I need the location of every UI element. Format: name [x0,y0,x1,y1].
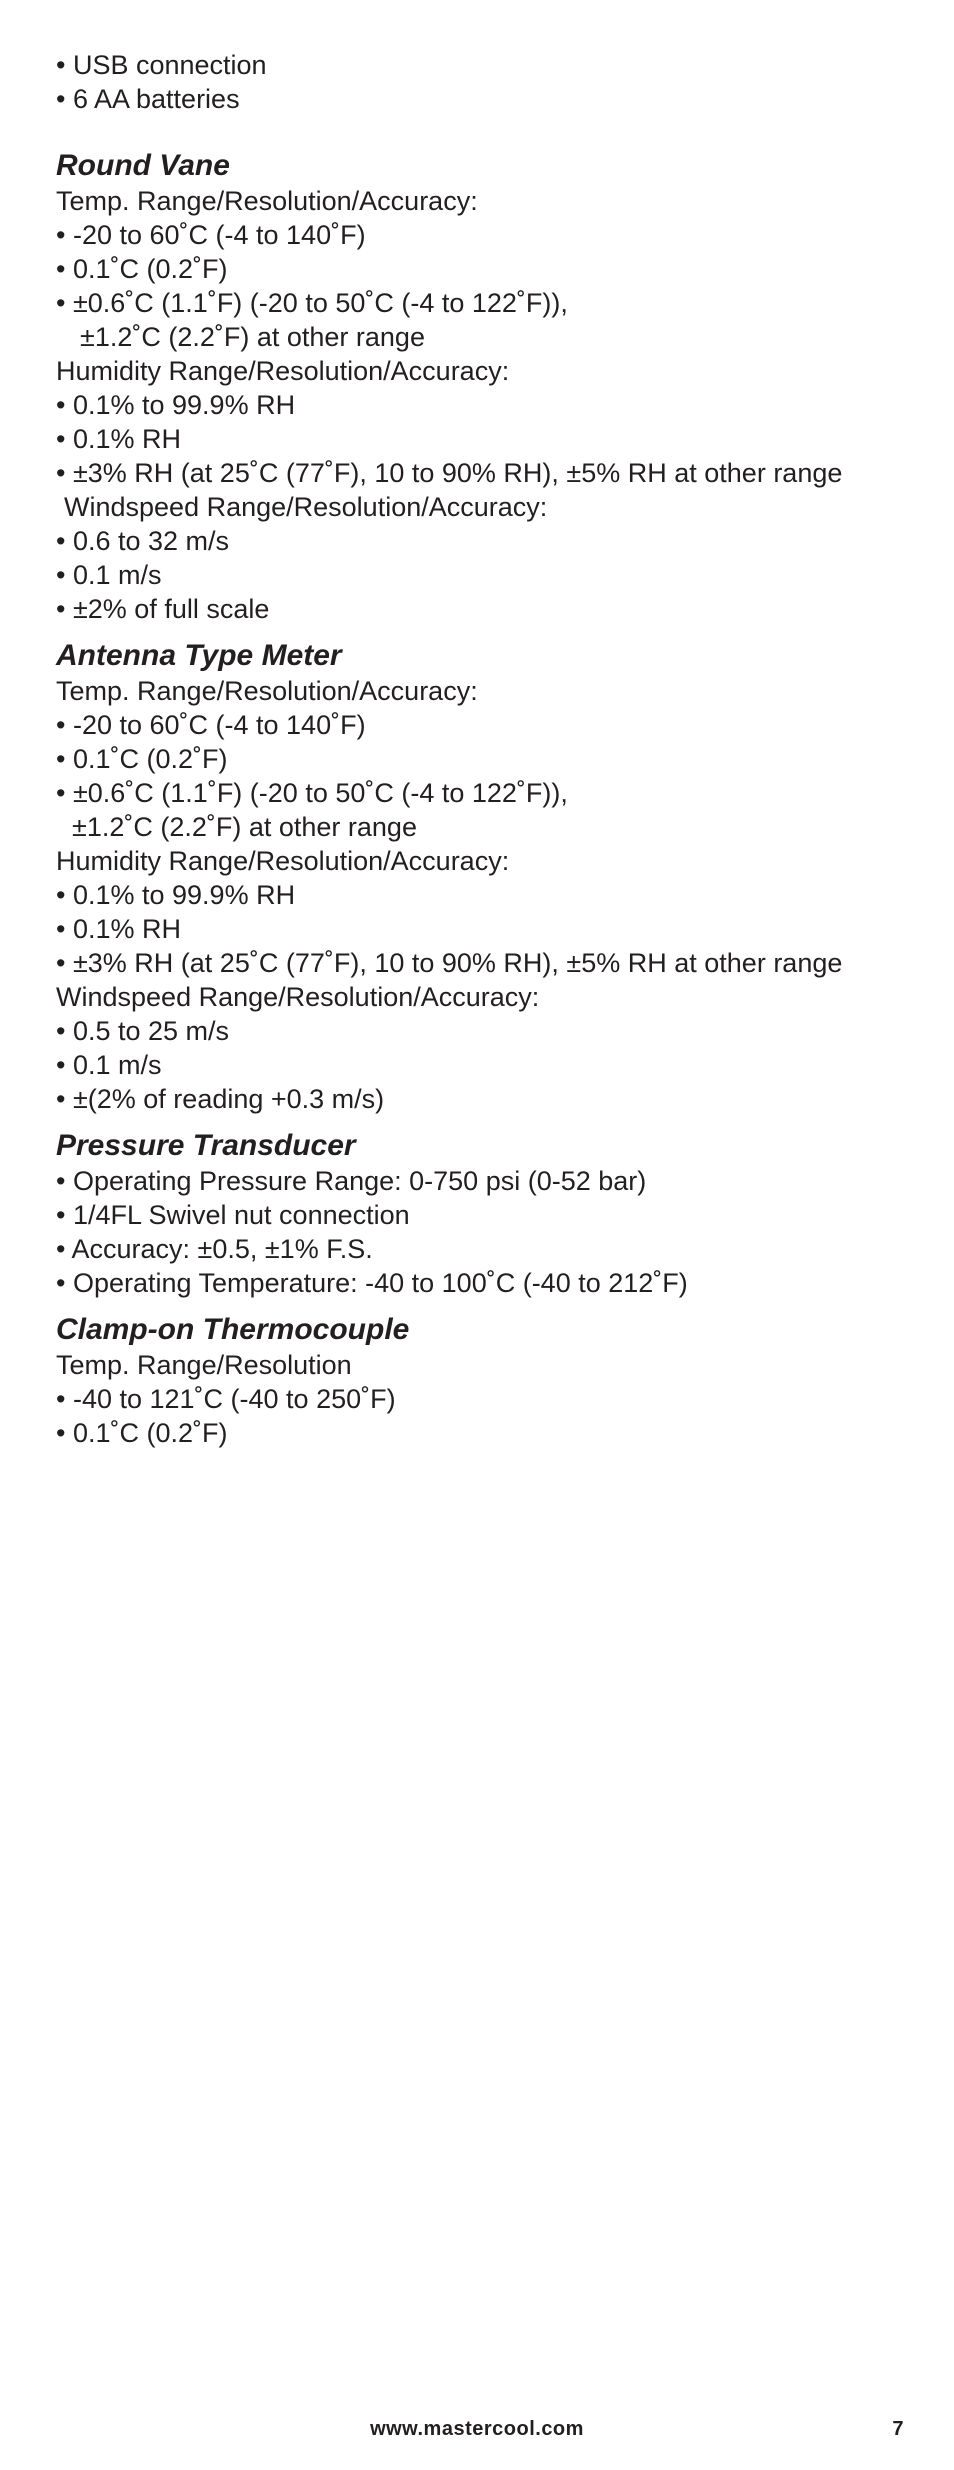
footer-url: www.mastercool.com [370,2418,584,2440]
spec-item: • ±3% RH (at 25˚C (77˚F), 10 to 90% RH), ±5% RH at other range [56,458,843,488]
spec-item: • 0.5 to 25 m/s [56,1016,230,1046]
spec-item: • Accuracy: ±0.5, ±1% F.S. [56,1234,373,1264]
spec-item: • ±2% of full scale [56,594,270,624]
spec-item: • Operating Temperature: -40 to 100˚C (-40 to 212˚F) [56,1268,688,1298]
spec-item: • 0.1˚C (0.2˚F) [56,744,228,774]
spec-label: Temp. Range/Resolution/Accuracy: [56,186,478,216]
spec-label: Windspeed Range/Resolution/Accuracy: [64,492,548,522]
spec-item: • 0.1 m/s [56,560,162,590]
page-footer [0,2418,954,2450]
spec-label: Windspeed Range/Resolution/Accuracy: [56,982,540,1012]
spec-item: • 0.1% RH [56,424,181,454]
section-heading: Clamp-on Thermocouple [56,1313,410,1346]
spec-content [56,48,916,1450]
spec-item: • -20 to 60˚C (-4 to 140˚F) [56,710,366,740]
spec-item: • Operating Pressure Range: 0-750 psi (0-52 bar) [56,1166,647,1196]
spec-item: • ±0.6˚C (1.1˚F) (-20 to 50˚C (-4 to 122˚F)), [56,288,568,318]
section-heading: Pressure Transducer [56,1129,356,1162]
antenna-section [56,638,916,1116]
clamp-section [56,1312,916,1450]
spec-item: • ±3% RH (at 25˚C (77˚F), 10 to 90% RH), ±5% RH at other range [56,948,843,978]
spec-item-continuation: ±1.2˚C (2.2˚F) at other range [80,322,425,352]
spec-item: • 1/4FL Swivel nut connection [56,1200,410,1230]
spec-item: • 0.1% to 99.9% RH [56,390,296,420]
spec-item: • 0.1% to 99.9% RH [56,880,296,910]
spec-item: • 0.1 m/s [56,1050,162,1080]
spec-label: Humidity Range/Resolution/Accuracy: [56,356,510,386]
section-heading: Antenna Type Meter [56,639,342,672]
page-number: 7 [892,2418,904,2440]
spec-label: Humidity Range/Resolution/Accuracy: [56,846,510,876]
spec-item: • ±0.6˚C (1.1˚F) (-20 to 50˚C (-4 to 122˚F)), [56,778,568,808]
spec-item: • 0.1˚C (0.2˚F) [56,1418,228,1448]
spec-item: • -20 to 60˚C (-4 to 140˚F) [56,220,366,250]
spec-item: • 0.1˚C (0.2˚F) [56,254,228,284]
spec-label: Temp. Range/Resolution/Accuracy: [56,676,478,706]
intro-item: • 6 AA batteries [56,84,240,114]
spec-item: • 0.6 to 32 m/s [56,526,230,556]
spec-item: • ±(2% of reading +0.3 m/s) [56,1084,385,1114]
section-heading: Round Vane [56,149,230,182]
round-vane-section [56,148,916,626]
spec-label: Temp. Range/Resolution [56,1350,352,1380]
pressure-section [56,1128,916,1300]
spec-item: • 0.1% RH [56,914,181,944]
spec-item: • -40 to 121˚C (-40 to 250˚F) [56,1384,396,1414]
spec-item-continuation: ±1.2˚C (2.2˚F) at other range [72,812,417,842]
intro-item: • USB connection [56,50,267,80]
